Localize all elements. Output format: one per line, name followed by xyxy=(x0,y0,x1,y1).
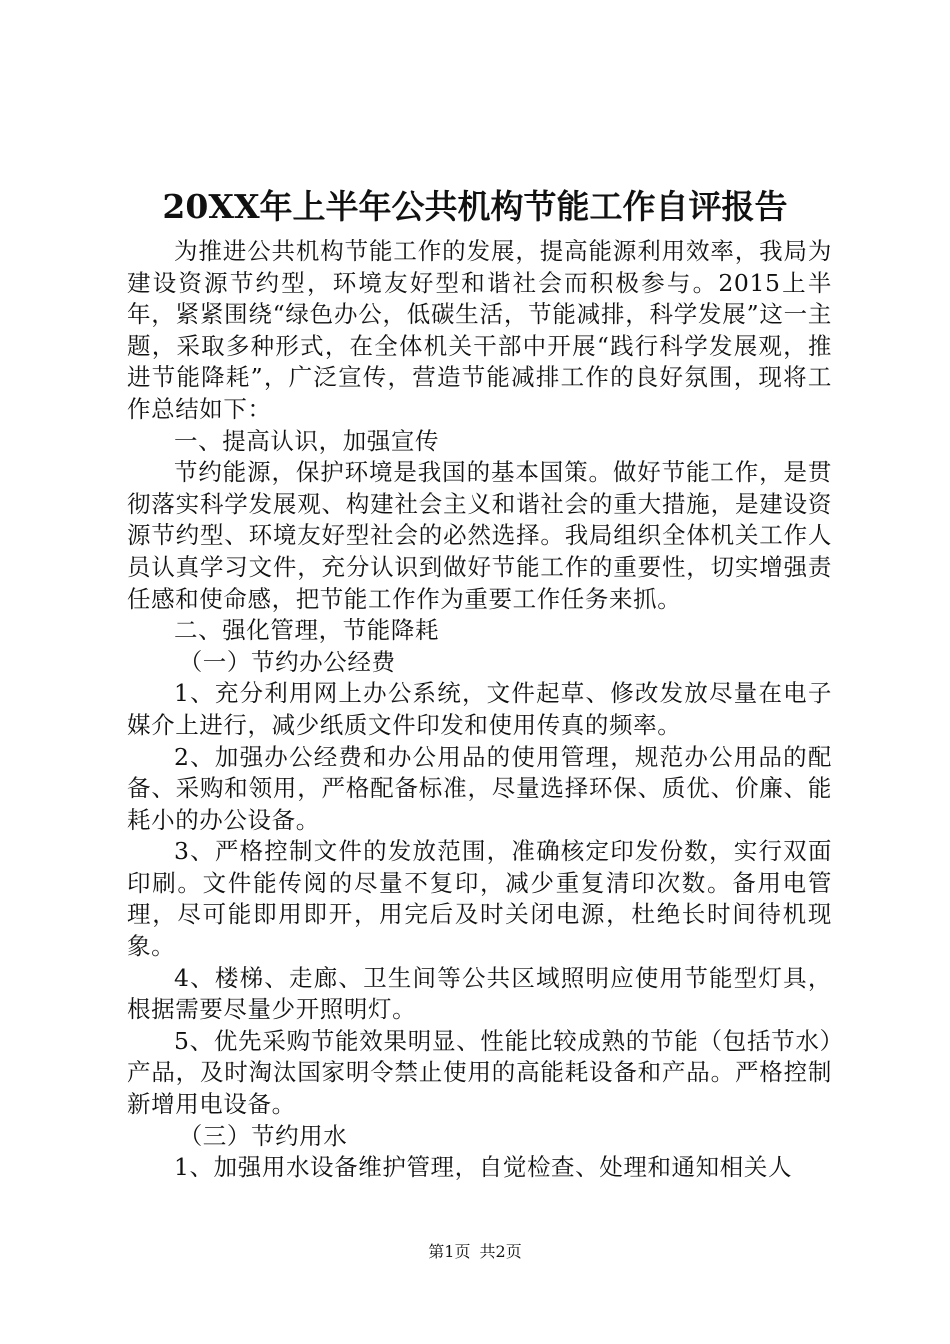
list-item-5: 5、优先采购节能效果明显、性能比较成熟的节能（包括节水）产品，及时淘汰国家明令禁止使用的高能耗设备和产品。严格控制新增用电设备。 xyxy=(127,1026,832,1119)
subsection-heading-1: （一）节约办公经费 xyxy=(178,647,396,676)
section-heading-2: 二、强化管理，节能降耗 xyxy=(174,616,440,645)
list-item-2: 2、加强办公经费和办公用品的使用管理，规范办公用品的配备、采购和领用，严格配备标准，尽量选择环保、质优、价廉、能耗小的办公设备。 xyxy=(127,742,832,834)
list-item-1: 1、充分利用网上办公系统，文件起草、修改发放尽量在电子媒介上进行，减少纸质文件印发和使用传真的频率。 xyxy=(127,679,832,739)
water-item-1: 1、加强用水设备维护管理，自觉检查、处理和通知相关人 xyxy=(174,1153,793,1182)
page-total: 共2页 xyxy=(479,1242,522,1261)
list-item-4: 4、楼梯、走廊、卫生间等公共区域照明应使用节能型灯具，根据需要尽量少开照明灯。 xyxy=(127,963,832,1024)
intro-paragraph: 为推进公共机构节能工作的发展，提高能源利用效率，我局为建设资源节约型，环境友好型和谐社会而积极参与。2015上半年，紧紧围绕“绿色办公，低碳生活，节能减排，科学发展”这一主题，采取多种形式，在全体机关干部中开展“践行科学发展观，推进节能降耗”，广泛宣传，营造节能减排工作的良好氛围，现将工作总结如下： xyxy=(127,237,832,423)
document-body xyxy=(127,236,832,1184)
subsection-heading-3: （三）节约用水 xyxy=(178,1121,348,1150)
section-1-paragraph: 节约能源，保护环境是我国的基本国策。做好节能工作，是贯彻落实科学发展观、构建社会主义和谐社会的重大措施，是建设资源节约型、环境友好型社会的必然选择。我局组织全体机关工作人员认真学习文件，充分认识到做好节能工作的重要性，切实增强责任感和使命感，把节能工作作为重要工作任务来抓。 xyxy=(127,458,832,613)
document-title: 20XX年上半年公共机构节能工作自评报告 xyxy=(162,187,788,226)
page-number: 第1页 xyxy=(428,1242,471,1261)
list-item-3: 3、严格控制文件的发放范围，准确核定印发份数，实行双面印刷。文件能传阅的尽量不复印，减少重复清印次数。备用电管理，尽可能即用即开，用完后及时关闭电源，杜绝长时间待机现象。 xyxy=(127,837,832,961)
page-footer xyxy=(0,1242,950,1262)
section-heading-1: 一、提高认识，加强宣传 xyxy=(174,426,440,455)
